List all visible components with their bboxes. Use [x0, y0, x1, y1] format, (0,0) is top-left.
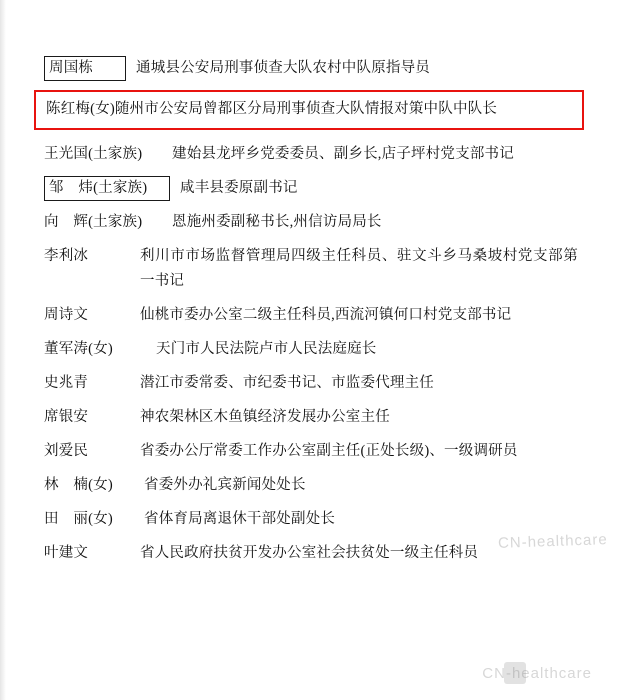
entry-description: 省体育局离退休干部处副处长 [144, 511, 336, 527]
watermark-badge-icon [504, 662, 526, 684]
entry-description: 仙桃市委办公室二级主任科员,西流河镇何口村党支部书记 [140, 307, 512, 323]
entry-description: 省委外办礼宾新闻处处长 [144, 477, 306, 493]
entry-description: 建始县龙坪乡党委委员、副乡长,店子坪村党支部书记 [172, 146, 514, 162]
entry-name: 邹 炜(土家族) [44, 176, 170, 201]
entry-name: 史兆青 [44, 375, 89, 391]
list-item [44, 473, 578, 498]
list-item [44, 244, 578, 294]
list-item [44, 405, 578, 430]
entry-name: 叶建文 [44, 545, 89, 561]
watermark-text: CN-healthcare [498, 531, 609, 552]
list-item [44, 142, 578, 167]
entry-description: 省委办公厅常委工作办公室副主任(正处长级)、一级调研员 [140, 443, 518, 459]
entry-description: 潜江市委常委、市纪委书记、市监委代理主任 [140, 375, 434, 391]
entry-description: 通城县公安局刑事侦查大队农村中队原指导员 [136, 60, 430, 76]
entry-name: 周国栋 [44, 56, 126, 81]
entry-name: 林 楠(女) [44, 477, 113, 493]
entry-name: 周诗文 [44, 307, 89, 323]
entry-description: 恩施州委副秘书长,州信访局局长 [172, 214, 382, 230]
list-item [44, 371, 578, 396]
list-item [44, 176, 578, 201]
list-item [44, 541, 578, 566]
list-item [44, 337, 578, 362]
page-left-shadow [0, 0, 6, 700]
list-item [44, 303, 578, 328]
watermark-text-secondary: CN-healthcare [482, 665, 592, 682]
entry-name: 田 丽(女) [44, 511, 113, 527]
entry-name: 董军涛(女) [44, 341, 113, 357]
entry-name: 陈红梅(女) [46, 101, 115, 117]
list-item-highlighted [34, 90, 584, 130]
entry-description: 利川市市场监督管理局四级主任科员、驻文斗乡马桑坡村党支部第一书记 [140, 248, 578, 289]
entry-description: 天门市人民法院卢市人民法庭庭长 [156, 341, 377, 357]
entry-description: 省人民政府扶贫开发办公室社会扶贫处一级主任科员 [140, 545, 479, 561]
entry-name: 李利冰 [44, 248, 89, 264]
list-item [44, 210, 578, 235]
entry-name: 向 辉(土家族) [44, 214, 143, 230]
entry-description: 神农架林区木鱼镇经济发展办公室主任 [140, 409, 390, 425]
entry-description: 随州市公安局曾都区分局刑事侦查大队情报对策中队中队长 [114, 101, 498, 117]
entry-name: 王光国(土家族) [44, 146, 143, 162]
entry-name: 刘爱民 [44, 443, 89, 459]
list-item [44, 56, 578, 81]
entry-description: 咸丰县委原副书记 [180, 180, 298, 196]
entry-name: 席银安 [44, 409, 89, 425]
list-item [44, 439, 578, 464]
list-item [44, 507, 578, 532]
